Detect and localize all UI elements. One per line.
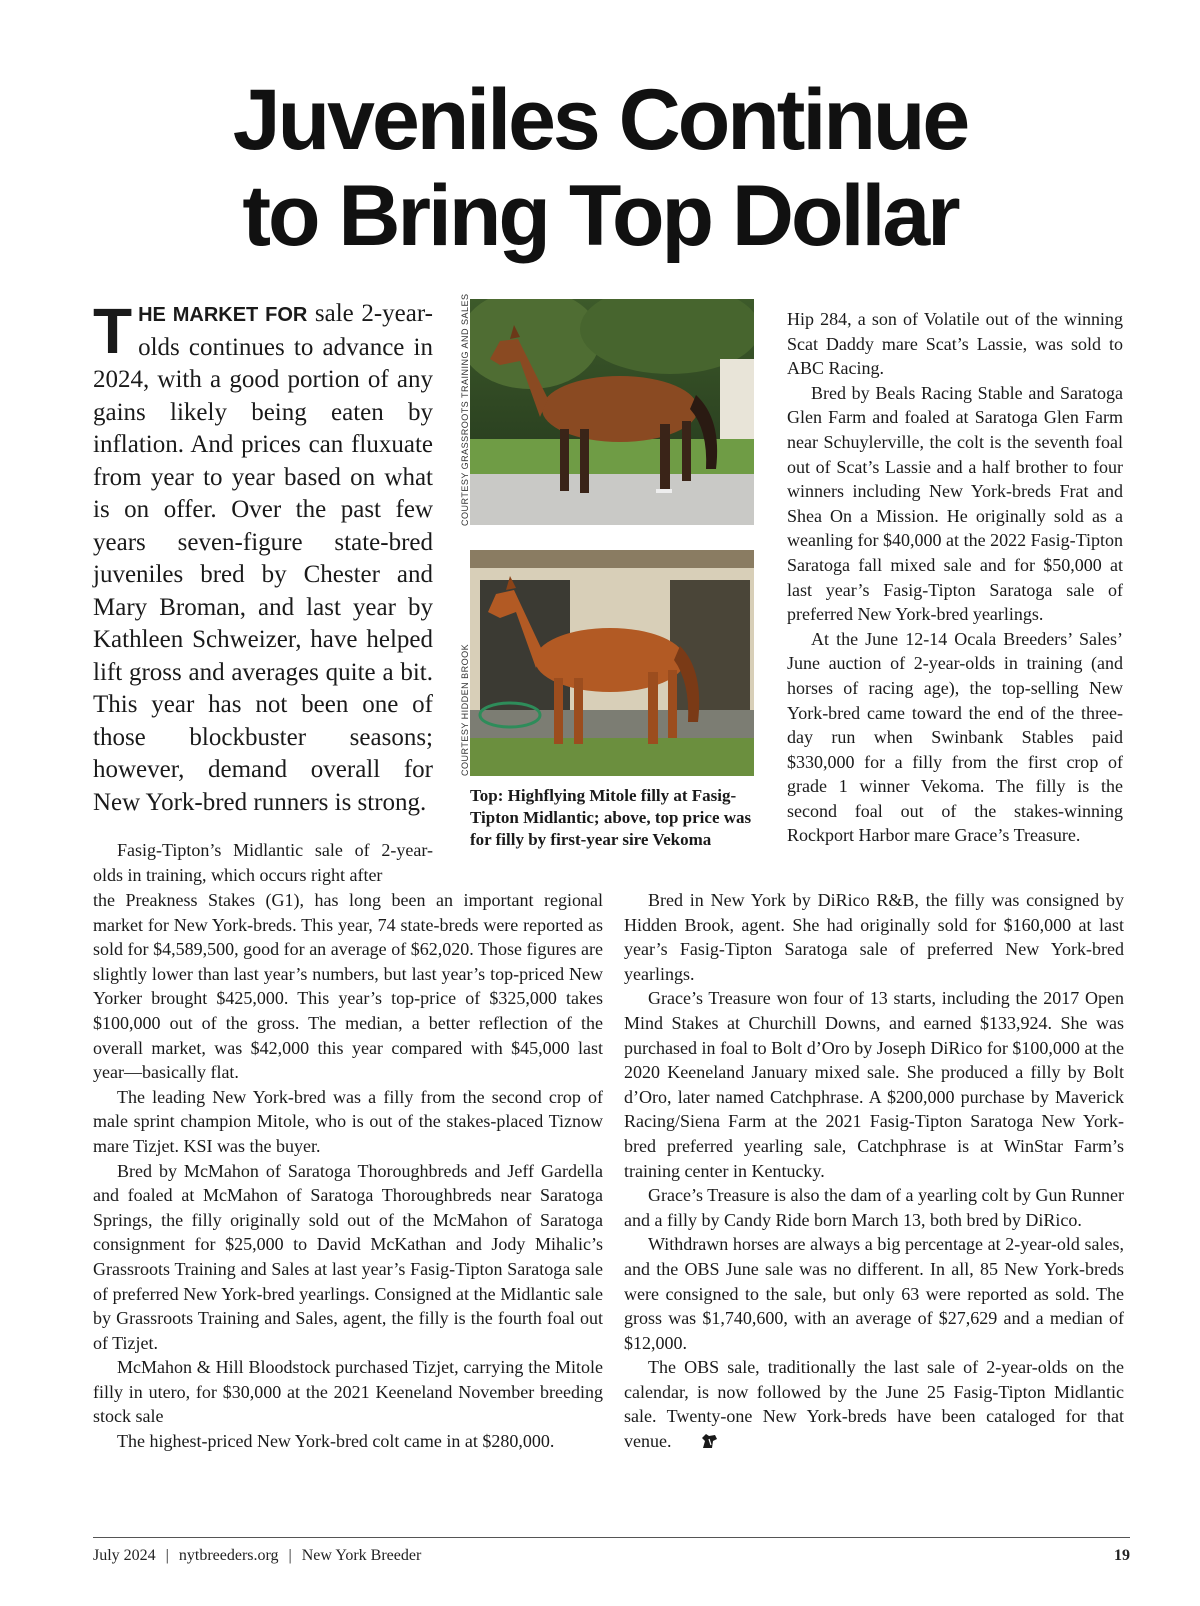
footer-rule bbox=[93, 1537, 1130, 1538]
right-top-paragraph-3: At the June 12-14 Ocala Breeders’ Sales’ June auction of 2-year-olds in training (and horses of racing age), the top-selling New York-bred came toward the end of the three-day run when Swinbank Stables paid $330,000 for a filly from the first crop of grade 1 winner Vekoma. The filly is the second foal out of the stakes-winning Rockport Harbor mare Grace’s Treasure. bbox=[787, 628, 1123, 846]
footer-date: July 2024 bbox=[93, 1547, 156, 1564]
headline bbox=[0, 72, 1200, 264]
left-paragraph-5: The highest-priced New York-bred colt came in at $280,000. bbox=[117, 1431, 555, 1452]
footer-site: nytbreeders.org bbox=[178, 1547, 279, 1564]
left-paragraph-1-start: Fasig-Tipton’s Midlantic sale of 2-year-olds in training, which occurs right after bbox=[93, 840, 433, 885]
right-top-paragraph-2: Bred by Beals Racing Stable and Saratoga Glen Farm and foaled at Saratoga Glen Farm near Schuylerville, the colt is the seventh foal out of Scat’s Lassie and a half brother to four winners including New York-breds Frat and Shea On a Mission. He originally sold as a weanling for $40,000 at the 2022 Fasig-Tipton Saratoga fall mixed sale and for $50,000 at last year’s Fasig-Tipton Saratoga sale of preferred New York-bred yearlings. bbox=[787, 382, 1123, 625]
footer-separator: | bbox=[165, 1547, 169, 1564]
left-paragraph-2: The leading New York-bred was a filly from the second crop of male sprint champion Mitole, who is out of the stakes-placed Tiznow mare Tizjet. KSI was the buyer. bbox=[93, 1086, 603, 1156]
photo-credit-top: COURTESY GRASSROOTS TRAINING AND SALES bbox=[460, 293, 470, 526]
right-bottom-paragraph-1: Bred in New York by DiRico R&B, the filly was consigned by Hidden Brook, agent. She had originally sold for $160,000 at last year’s Fasig-Tipton Saratoga sale of preferred New York-bred yearlings. bbox=[624, 890, 1124, 984]
right-bottom-paragraph-4: Withdrawn horses are always a big percentage at 2-year-old sales, and the OBS June sale was no different. In all, 85 New York-breds were consigned to the sale, but only 63 were reported as sold. The gross was $1,740,600, with an average of $27,629 and a median of $12,000. bbox=[624, 1234, 1124, 1353]
page-footer bbox=[93, 1547, 1130, 1565]
headline-line-2: to Bring Top Dollar bbox=[242, 168, 958, 264]
right-top-paragraph-1: Hip 284, a son of Volatile out of the winning Scat Daddy mare Scat’s Lassie, was sold to ABC Racing. bbox=[787, 309, 1123, 379]
drop-cap: T bbox=[93, 295, 133, 367]
right-bottom-column bbox=[624, 888, 1124, 1456]
right-top-column bbox=[787, 307, 1123, 848]
left-paragraph-1-rest: the Preakness Stakes (G1), has long been an important regional market for New York-breds. This year, 74 state-breds were reported as sold for $4,589,500, good for an average of $62,020. Those figures are slightly lower than last year’s numbers, but last year’s top-priced New Yorker brought $425,000. This year’s top-price of $325,000 takes $100,000 out of the gross. The median, a better reflection of the overall market, was $42,000 this year compared with $45,000 last year—basically flat. bbox=[93, 890, 603, 1083]
horse-head-icon bbox=[676, 1431, 718, 1456]
lede-paragraph bbox=[93, 295, 433, 819]
headline-line-1: Juveniles Continue bbox=[232, 72, 968, 168]
closing-text: The OBS sale, traditionally the last sale of 2-year-olds on the calendar, is now followed by the June 25 Fasig-Tipton Midlantic sale. Twenty-one New York-breds have been cataloged for that venue. bbox=[624, 1357, 1124, 1452]
left-paragraph-4: McMahon & Hill Bloodstock purchased Tizjet, carrying the Mitole filly in utero, for $30,000 at the 2021 Keeneland November breeding stock sale bbox=[93, 1357, 603, 1427]
lead-in: HE MARKET FOR bbox=[138, 304, 308, 326]
right-bottom-paragraph-5 bbox=[624, 1355, 1124, 1455]
chestnut-horse-image bbox=[470, 550, 754, 776]
page-number: 19 bbox=[1114, 1547, 1130, 1564]
bay-horse-image bbox=[470, 299, 754, 525]
left-paragraph-3: Bred by McMahon of Saratoga Thoroughbreds and Jeff Gardella and foaled at McMahon of Saratoga Thoroughbreds near Saratoga Springs, the filly originally sold out of the McMahon of Saratoga consignment for $25,000 to David McKathan and Jody Mihalic’s Grassroots Training and Sales at last year’s Fasig-Tipton Saratoga sale of preferred New York-bred yearlings. Consigned at the Midlantic sale by Grassroots Training and Sales, agent, the filly is the fourth foal out of Tizjet. bbox=[93, 1160, 603, 1353]
lede-text: sale 2-year-olds continues to advance in 2024, with a good portion of any gains likely being eaten by inflation. And prices can fluxuate from year to year based on what is on offer. Over the past few years seven-figure state-bred juveniles bred by Chester and Mary Broman, and last year by Kathleen Schweizer, have helped lift gross and averages quite a bit. This year has not been one of those blockbuster seasons; however, demand overall for New York-bred runners is strong. bbox=[93, 300, 433, 816]
left-wrap-text bbox=[93, 838, 433, 887]
photo-caption: Top: Highflying Mitole filly at Fasig-Tipton Midlantic; above, top price was for filly by first-year sire Vekoma bbox=[470, 786, 752, 849]
footer-publication: New York Breeder bbox=[301, 1547, 422, 1564]
right-bottom-paragraph-2: Grace’s Treasure won four of 13 starts, including the 2017 Open Mind Stakes at Churchill Downs, and earned $133,924. She was purchased in foal to Bolt d’Oro by Joseph DiRico for $100,000 at the 2020 Keeneland January mixed sale. She produced a filly by Bolt d’Oro, later named Catchphrase. A $200,000 purchase by Maverick Racing/Siena Farm at the 2021 Fasig-Tipton Saratoga New York-bred preferred yearling sale, Catchphrase is at WinStar Farm’s training center in Kentucky. bbox=[624, 988, 1124, 1181]
right-bottom-paragraph-3: Grace’s Treasure is also the dam of a yearling colt by Gun Runner and a filly by Candy Ride born March 13, both bred by DiRico. bbox=[624, 1185, 1124, 1230]
photo-credit-bottom: COURTESY HIDDEN BROOK bbox=[460, 643, 470, 776]
photo-vekoma-filly bbox=[470, 550, 754, 776]
footer-separator: | bbox=[288, 1547, 292, 1564]
photo-mitole-filly bbox=[470, 299, 754, 525]
left-column bbox=[93, 888, 603, 1454]
